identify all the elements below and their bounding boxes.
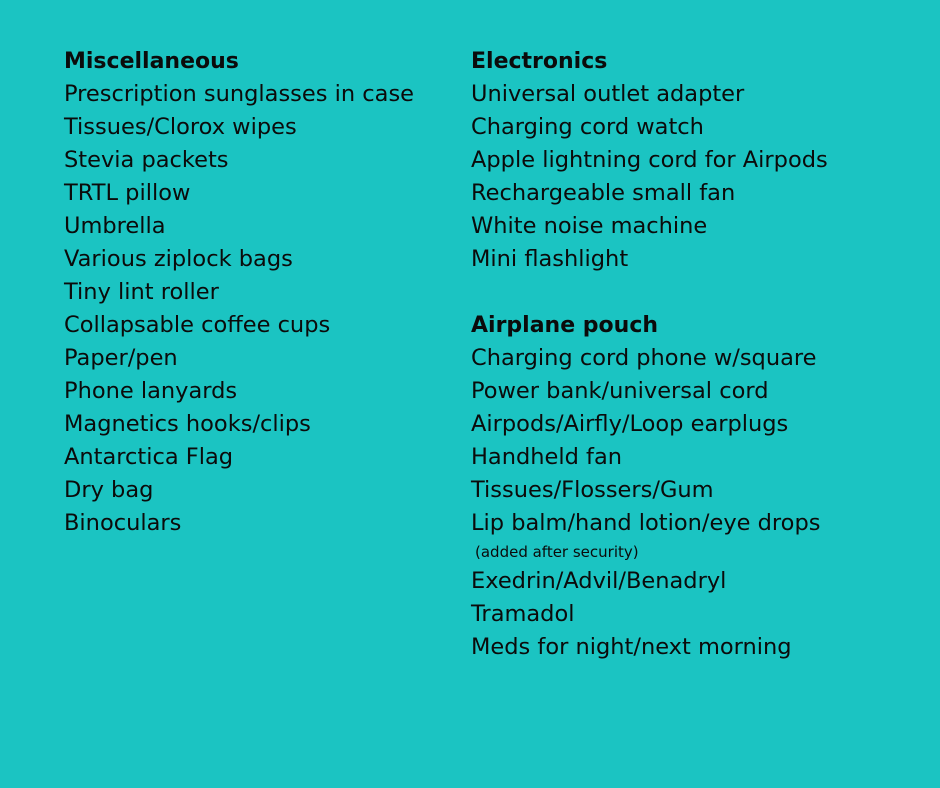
list-item: Collapsable coffee cups xyxy=(64,312,331,338)
section-heading: Electronics xyxy=(471,49,608,74)
section-heading: Miscellaneous xyxy=(64,49,239,74)
list-item: Phone lanyards xyxy=(64,378,238,404)
section-airplane-pouch xyxy=(471,309,911,664)
left-column xyxy=(64,45,444,540)
list-item: Tissues/Clorox wipes xyxy=(64,114,297,140)
list-item: Airpods/Airfly/Loop earplugs xyxy=(471,411,789,437)
list-item: Binoculars xyxy=(64,510,182,536)
list-item: Magnetics hooks/clips xyxy=(64,411,311,437)
item-list xyxy=(64,78,444,540)
list-item: Handheld fan xyxy=(471,444,623,470)
item-note: (added after security) xyxy=(475,543,639,561)
right-column xyxy=(471,45,911,664)
list-item: TRTL pillow xyxy=(64,180,191,206)
list-item: Various ziplock bags xyxy=(64,246,293,272)
list-item: Universal outlet adapter xyxy=(471,81,745,107)
item-list xyxy=(471,78,911,276)
list-item: Charging cord phone w/square xyxy=(471,345,817,371)
section-heading: Airplane pouch xyxy=(471,313,659,338)
section-miscellaneous xyxy=(64,45,444,540)
item-list xyxy=(471,342,911,664)
list-item: Tramadol xyxy=(471,601,575,627)
section-electronics xyxy=(471,45,911,276)
list-item: Meds for night/next morning xyxy=(471,634,792,660)
list-item: Apple lightning cord for Airpods xyxy=(471,147,828,173)
list-item: Charging cord watch xyxy=(471,114,704,140)
list-item: Paper/pen xyxy=(64,345,178,371)
list-item: Rechargeable small fan xyxy=(471,180,736,206)
list-item: White noise machine xyxy=(471,213,708,239)
list-item-with-note xyxy=(471,507,911,565)
list-item: Umbrella xyxy=(64,213,166,239)
list-item: Dry bag xyxy=(64,477,154,503)
list-item: Power bank/universal cord xyxy=(471,378,769,404)
list-item: Stevia packets xyxy=(64,147,229,173)
list-item-text: Lip balm/hand lotion/eye drops xyxy=(471,510,821,536)
list-item: Mini flashlight xyxy=(471,246,629,272)
list-item: Tissues/Flossers/Gum xyxy=(471,477,714,503)
list-item: Antarctica Flag xyxy=(64,444,234,470)
list-item: Tiny lint roller xyxy=(64,279,219,305)
list-item: Prescription sunglasses in case xyxy=(64,81,415,107)
list-item: Exedrin/Advil/Benadryl xyxy=(471,568,727,594)
